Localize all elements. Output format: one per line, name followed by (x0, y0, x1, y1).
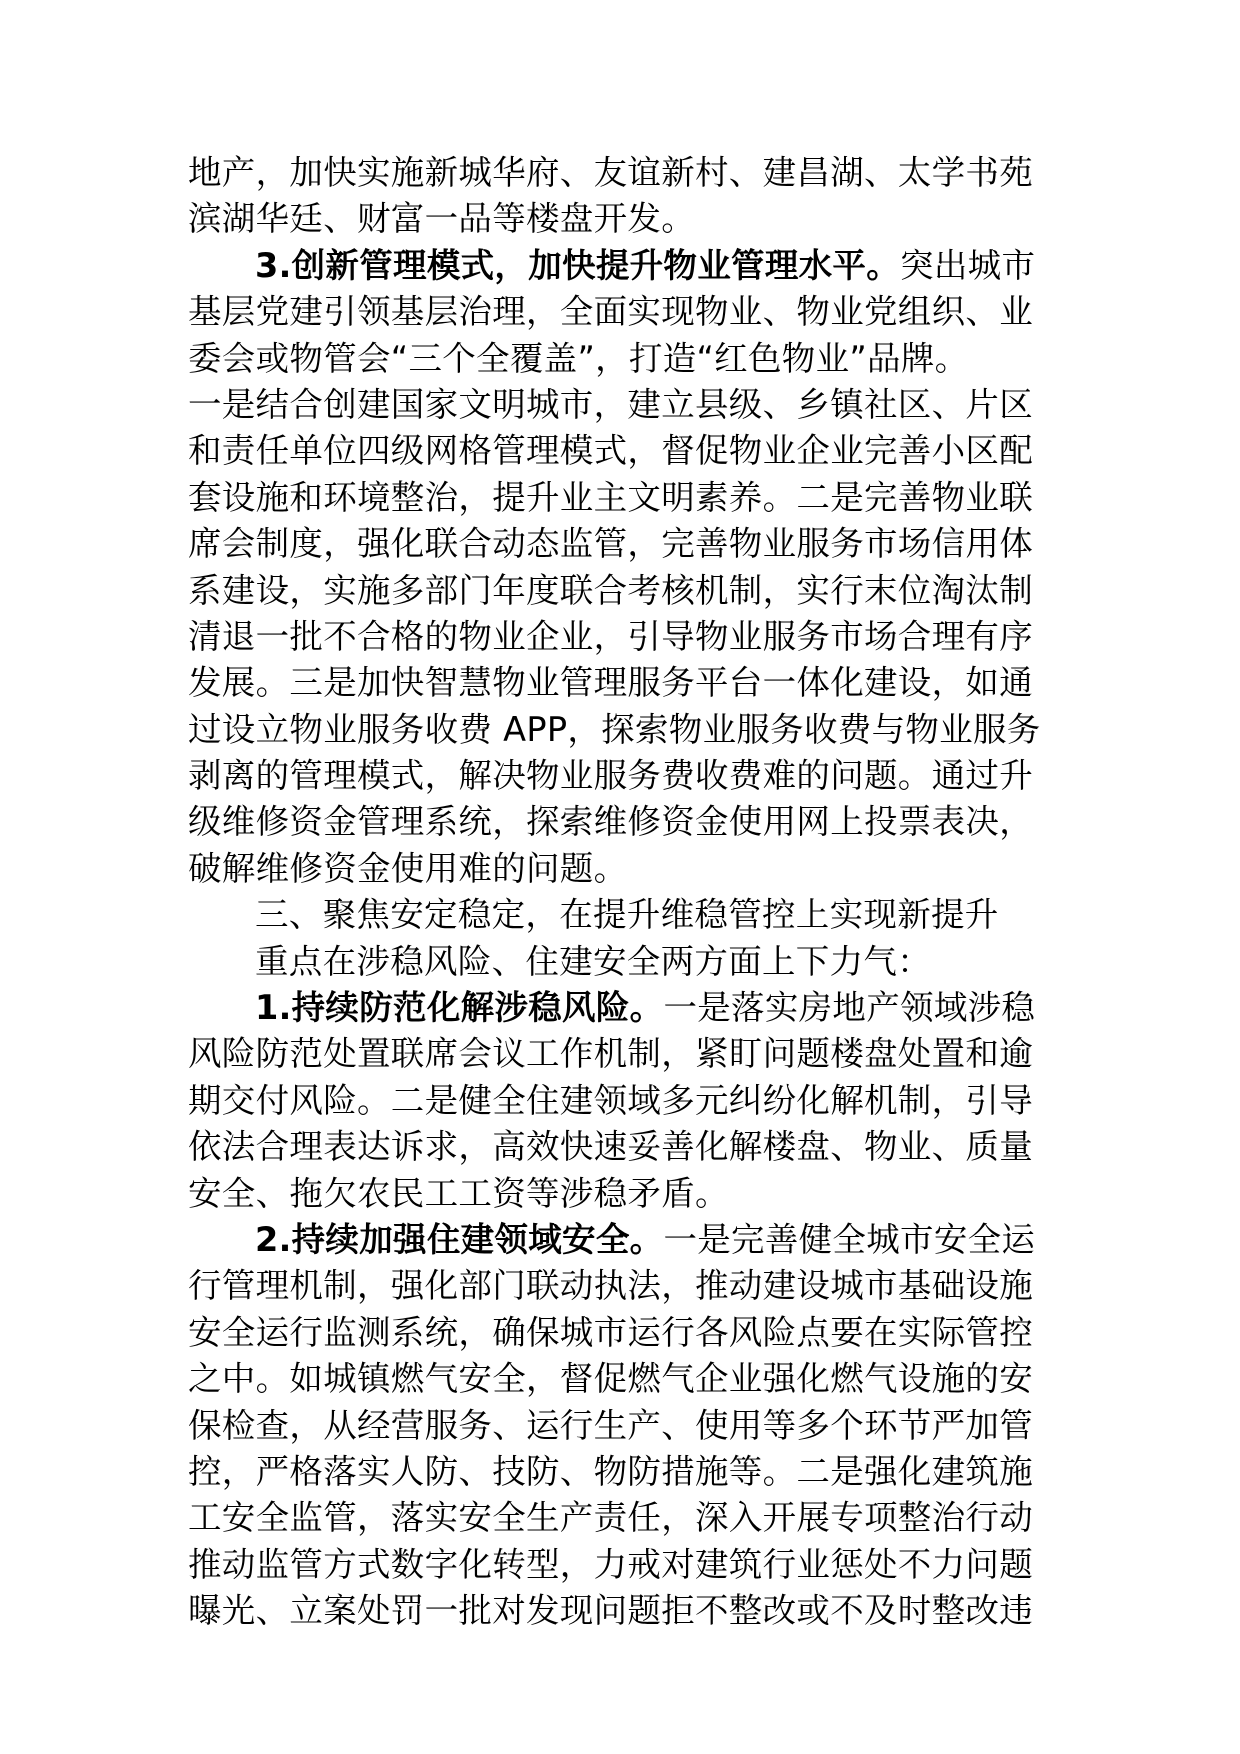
text-line: 重点在涉稳风险、住建安全两方面上下力气： (255, 941, 931, 981)
text-line: 滨湖华廷、财富一品等楼盘开发。 (188, 199, 695, 239)
text-line: 安全、拖欠农民工工资等涉稳矛盾。 (188, 1173, 729, 1213)
text-line: 破解维修资金使用难的问题。 (188, 848, 628, 888)
text-line: 剥离的管理模式，解决物业服务费收费难的问题。通过升 (188, 756, 1033, 796)
text-line: 工安全监管，落实安全生产责任，深入开展专项整治行动 (188, 1498, 1033, 1538)
text-line: 过设立物业服务收费 APP，探索物业服务收费与物业服务 (188, 709, 1041, 749)
text-line: 基层党建引领基层治理，全面实现物业、物业党组织、业 (188, 292, 1033, 332)
text-line: 行管理机制，强化部门联动执法，推动建设城市基础设施 (188, 1266, 1033, 1306)
text-line: 和责任单位四级网格管理模式，督促物业企业完善小区配 (188, 431, 1033, 471)
text-line: 之中。如城镇燃气安全，督促燃气企业强化燃气设施的安 (188, 1359, 1033, 1399)
text-line: 清退一批不合格的物业企业，引导物业服务市场合理有序 (188, 616, 1033, 656)
bold-heading: 1.持续防范化解涉稳风险。 (255, 988, 664, 1028)
section-heading-line: 1.持续防范化解涉稳风险。一是落实房地产领域涉稳 (255, 988, 1036, 1028)
section-heading-line: 2.持续加强住建领域安全。一是完善健全城市安全运 (255, 1219, 1036, 1259)
text-line: 安全运行监测系统，确保城市运行各风险点要在实际管控 (188, 1312, 1033, 1352)
text-line: 发展。三是加快智慧物业管理服务平台一体化建设，如通 (188, 663, 1033, 703)
document-page (188, 150, 1058, 1635)
text-line: 依法合理表达诉求，高效快速妥善化解楼盘、物业、质量 (188, 1127, 1033, 1167)
bold-heading: 2.持续加强住建领域安全。 (255, 1219, 664, 1259)
text-line: 曝光、立案处罚一批对发现问题拒不整改或不及时整改违 (188, 1591, 1033, 1631)
text-line: 席会制度，强化联合动态监管，完善物业服务市场信用体 (188, 524, 1033, 564)
text-line: 级维修资金管理系统，探索维修资金使用网上投票表决， (188, 802, 1033, 842)
text-line: 系建设，实施多部门年度联合考核机制，实行末位淘汰制 (188, 570, 1033, 610)
section-heading-line: 3.创新管理模式，加快提升物业管理水平。突出城市 (255, 245, 1036, 285)
chapter-heading-line: 三、聚焦安定稳定，在提升维稳管控上实现新提升 (255, 895, 999, 935)
text-line: 推动监管方式数字化转型，力戒对建筑行业惩处不力问题 (188, 1544, 1033, 1584)
text-line: 委会或物管会“三个全覆盖”，打造“红色物业”品牌。 (188, 338, 969, 378)
bold-heading: 3.创新管理模式，加快提升物业管理水平。 (255, 245, 901, 285)
text-line: 一是结合创建国家文明城市，建立县级、乡镇社区、片区 (188, 384, 1033, 424)
text-line: 期交付风险。二是健全住建领域多元纠纷化解机制，引导 (188, 1080, 1033, 1120)
text-line: 套设施和环境整治，提升业主文明素养。二是完善物业联 (188, 477, 1033, 517)
text-line: 控，严格落实人防、技防、物防措施等。二是强化建筑施 (188, 1451, 1033, 1491)
text-line: 风险防范处置联席会议工作机制，紧盯问题楼盘处置和逾 (188, 1034, 1033, 1074)
text-line: 地产，加快实施新城华府、友谊新村、建昌湖、太学书苑 (188, 153, 1033, 192)
text-line: 保检查，从经营服务、运行生产、使用等多个环节严加管 (188, 1405, 1033, 1445)
